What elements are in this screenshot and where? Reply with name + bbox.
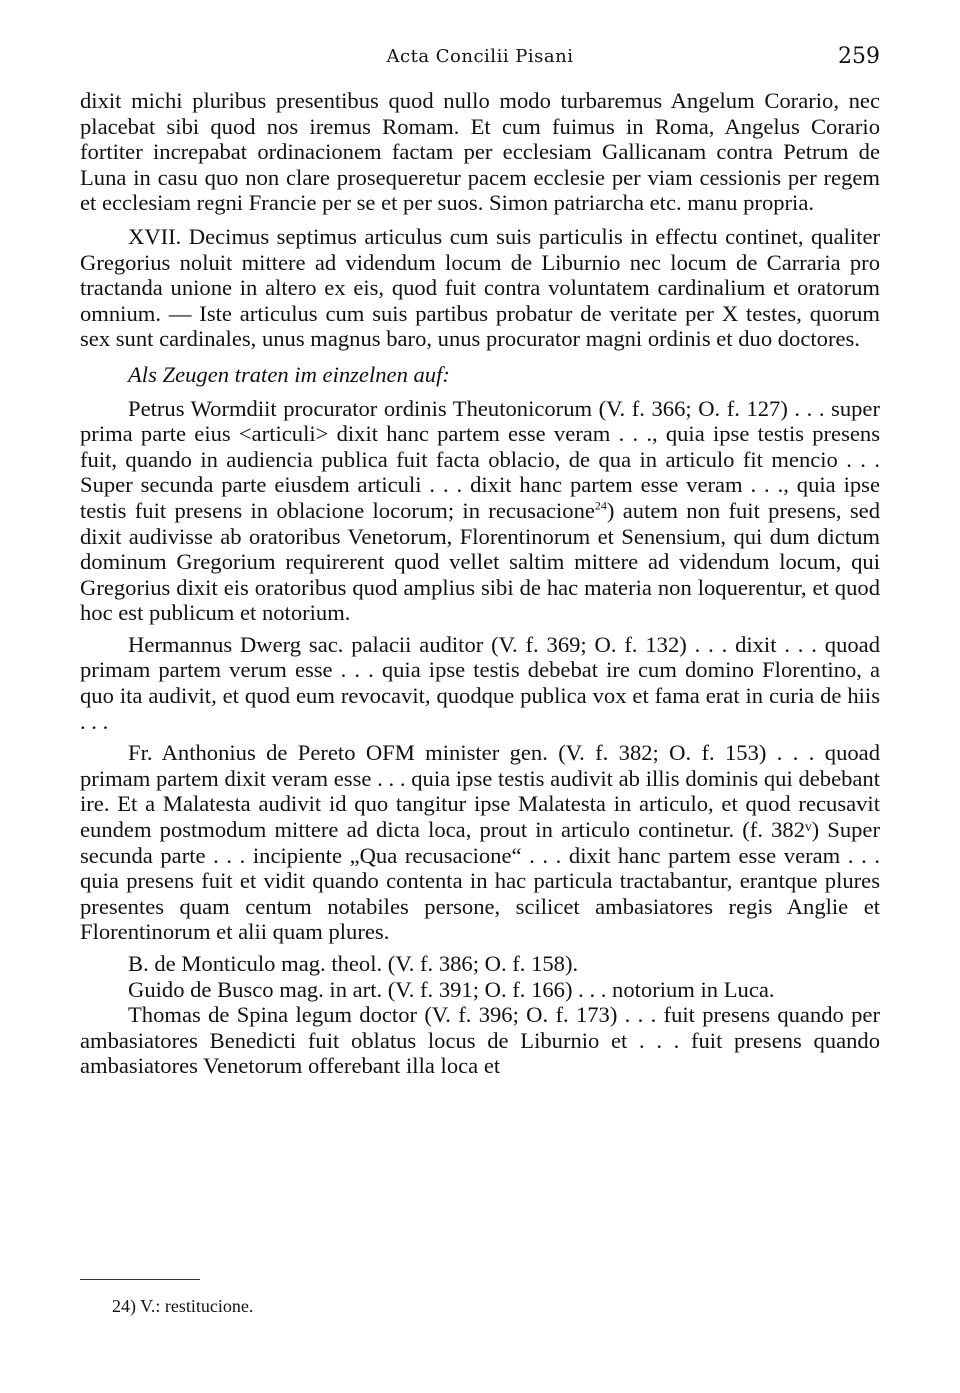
body-text	[80, 88, 880, 1079]
paragraph-monticulo: B. de Monticulo mag. theol. (V. f. 386; O. f. 158).	[128, 951, 579, 976]
section-heading: Als Zeugen traten im einzelnen auf:	[128, 361, 450, 387]
paragraph-article-xvii: XVII. Decimus septimus articulus cum suis particulis in effectu continet, qualiter Gregorius noluit mittere ad videndum locum de Liburnio nec locum de Carraria pro tractanda unione in altero ex eis, quod fuit contra voluntatem cardinalium et oratorum omnium. — Iste articulus cum suis partibus probatur de veritate per X testes, quorum sex sunt cardinales, unus magnus baro, unus procurator magni ordinis et duo doctores.	[80, 223, 880, 352]
footnote-divider	[80, 1279, 200, 1280]
footnote-marker: 24	[594, 498, 607, 513]
paragraph-text-before-note: Petrus Wormdiit procurator ordinis Theutonicorum (V. f. 366; O. f. 127) . . . super prima parte eius <articuli> dixit hanc partem esse veram . . ., quia ipse testis presens fuit, quando in audiencia publica fuit facta oblacio, de qua in articulo fit mencio . . . Super secunda parte eiusdem articuli . . . dixit hanc partem esse veram . . ., quia ipse testis fuit presens in oblacione locorum; in recusacione	[80, 395, 880, 523]
paragraph-anthonius-de-pereto: Fr. Anthonius de Pereto OFM minister gen. (V. f. 382; O. f. 153) . . . quoad primam partem dixit veram esse . . . quia ipse testis audivit ab illis dominis qui debebant ire. Et a Malatesta audivit id quo tangitur ipse Malatesta in articulo, et quod recusavit eundem postmodum mittere ad dicta loca, prout in articulo continetur. (f. 382ᵛ) Super secunda parte . . . incipiente „Qua recusacione“ . . . dixit hanc partem esse veram . . . quia presens fuit et vidit quando contenta in hac particula tractabantur, erantque plures presentes quam centum notabiles persone, scilicet ambasiatores regis Anglie et Florentinorum et alii quam plures.	[80, 740, 880, 945]
page-number: 259	[838, 44, 880, 69]
paragraph-guido-de-busco: Guido de Busco mag. in art. (V. f. 391; O. f. 166) . . . notorium in Luca.	[128, 976, 775, 1002]
paragraph-1: dixit michi pluribus presentibus quod nullo modo turbaremus Angelum Corario, nec placebat sibi quod nos iremus Romam. Et cum fuimus in Roma, Angelus Corario fortiter increpabat ordinacionem factam per ecclesiam Gallicanam contra Petrum de Luna in casu quo non clare prosequeretur pacem ecclesie per viam cessionis per regem et ecclesiam regni Francie per se et per suos. Simon patriarcha etc. manu propria.	[80, 88, 880, 216]
running-head	[80, 44, 880, 74]
paragraph-text-after-note: ) autem non fuit presens, sed dixit audivisse ab oratoribus Venetorum, Florentinorum et Senensium, qui dum dictum dominum Gregorium requirerent quod vellet saltim mittere ad videndum locum, qui Gregorius dixit eis oratoribus quod amplius sibi de hac materia non loquerentur, et quod hoc est publicum et notorium.	[80, 497, 880, 626]
paragraph-hermannus-dwerg: Hermannus Dwerg sac. palacii auditor (V. f. 369; O. f. 132) . . . dixit . . . quoad primam partem verum esse . . . quia ipse testis debebat ire cum domino Florentino, a quo ita audivit, et quod eum revocavit, quodque publica vox et fama erat in curia de hiis . . .	[80, 631, 880, 734]
paragraph-thomas-de-spina: Thomas de Spina legum doctor (V. f. 396; O. f. 173) . . . fuit presens quando per ambasiatores Benedicti fuit oblatus locus de Liburnio et . . . fuit presens quando ambasiatores Venetorum offerebant illa loca et	[80, 1002, 880, 1079]
paragraph-petrus-wormdiit	[80, 396, 880, 626]
footnote: 24) V.: restitucione.	[112, 1296, 254, 1316]
running-title: Acta Concilii Pisani	[386, 46, 574, 67]
